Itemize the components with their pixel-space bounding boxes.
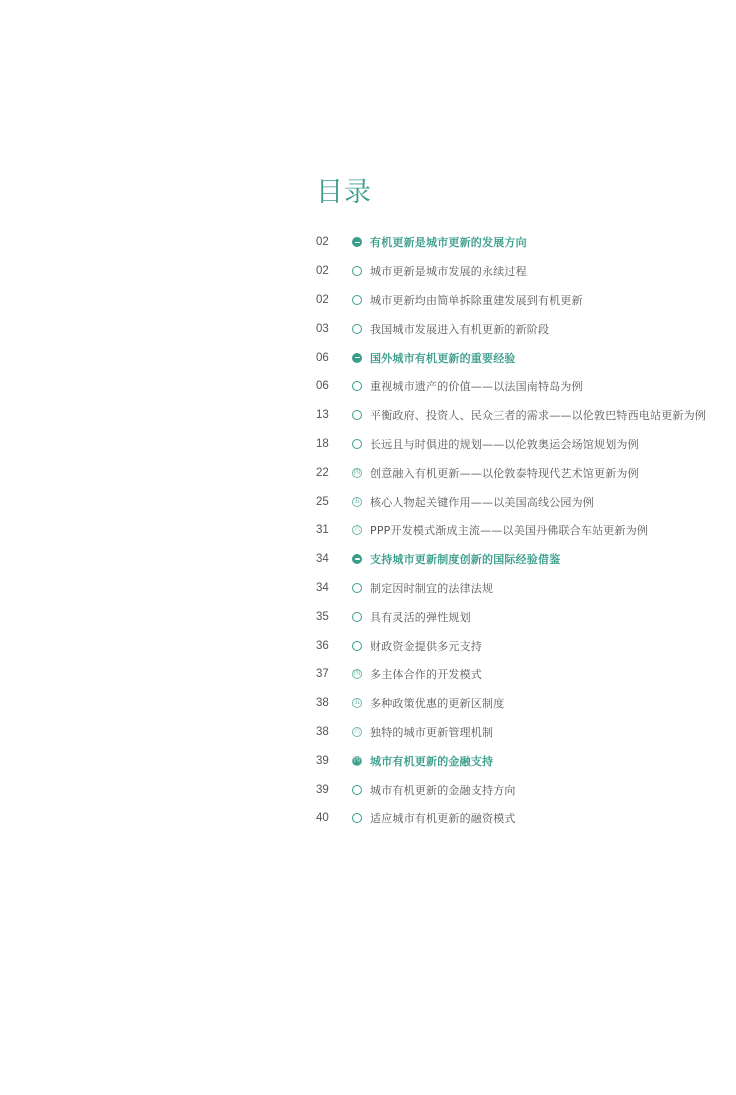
- circle-number-label: 五: [353, 699, 360, 707]
- toc-title: 目录: [316, 177, 372, 208]
- toc-page-number: 38: [316, 725, 329, 738]
- toc-entry-title: 适应城市有机更新的融资模式: [370, 812, 516, 826]
- ring-circle-icon: [352, 813, 362, 823]
- ring-circle-icon: [352, 785, 362, 795]
- numbered-circle-icon: [352, 727, 362, 737]
- toc-page-number: 39: [316, 783, 329, 796]
- toc-entry[interactable]: [316, 401, 726, 430]
- toc-page-number: 13: [316, 409, 329, 422]
- circle-number-label: 四: [353, 670, 360, 678]
- toc-entry[interactable]: [316, 372, 726, 401]
- toc-section-entry[interactable]: [316, 746, 726, 775]
- toc-section-entry[interactable]: [316, 545, 726, 574]
- toc-entry[interactable]: [316, 631, 726, 660]
- toc-entry-title: 城市更新是城市发展的永续过程: [370, 265, 527, 279]
- ring-circle-icon: [352, 641, 362, 651]
- toc-entry[interactable]: [316, 286, 726, 315]
- toc-entry[interactable]: [316, 804, 726, 833]
- toc-page-number: 31: [316, 524, 329, 537]
- toc-page-number: 39: [316, 754, 329, 767]
- ring-circle-icon: [352, 612, 362, 622]
- toc-page-number: 06: [316, 351, 329, 364]
- circle-number-label: 五: [353, 497, 360, 505]
- numbered-circle-icon: [352, 669, 362, 679]
- toc-page-number: 37: [316, 668, 329, 681]
- toc-entry-title: 财政资金提供多元支持: [370, 639, 482, 653]
- toc-page-number: 40: [316, 812, 329, 825]
- ring-circle-icon: [352, 583, 362, 593]
- numbered-circle-icon: [352, 468, 362, 478]
- toc-page-number: 22: [316, 466, 329, 479]
- toc-entry[interactable]: [316, 574, 726, 603]
- toc-entry-title: 城市有机更新的金融支持方向: [370, 783, 516, 797]
- toc-page-number: 35: [316, 610, 329, 623]
- toc-entry-title: PPP开发模式渐成主流——以美国丹佛联合车站更新为例: [370, 524, 649, 538]
- toc-entry-title: 具有灵活的弹性规划: [370, 610, 471, 624]
- ring-circle-icon: [352, 410, 362, 420]
- toc-page-number: 02: [316, 293, 329, 306]
- toc-page-number: 36: [316, 639, 329, 652]
- toc-entry[interactable]: [316, 516, 726, 545]
- toc-entry-title: 长远且与时俱进的规划——以伦敦奥运会场馆规划为例: [370, 437, 639, 451]
- toc-entry-title: 城市更新均由简单拆除重建发展到有机更新: [370, 293, 583, 307]
- circle-number-label: 六: [353, 526, 360, 534]
- toc-section-entry[interactable]: [316, 343, 726, 372]
- toc-entry-title: 国外城市有机更新的重要经验: [370, 351, 516, 365]
- toc-entry[interactable]: [316, 602, 726, 631]
- toc-entry[interactable]: [316, 487, 726, 516]
- toc-entry[interactable]: [316, 257, 726, 286]
- toc-page-number: 25: [316, 495, 329, 508]
- toc-entry-title: 多种政策优惠的更新区制度: [370, 697, 505, 711]
- toc-list: [316, 228, 726, 833]
- toc-entry-title: 制定因时制宜的法律法规: [370, 581, 494, 595]
- toc-page-number: 34: [316, 581, 329, 594]
- toc-entry-title: 核心人物起关键作用——以美国高线公园为例: [370, 495, 594, 509]
- filled-circle-icon: [352, 353, 362, 363]
- toc-entry-title: 平衡政府、投资人、民众三者的需求——以伦敦巴特西电站更新为例: [370, 409, 706, 423]
- ring-circle-icon: [352, 439, 362, 449]
- toc-entry[interactable]: [316, 689, 726, 718]
- numbered-circle-icon: [352, 525, 362, 535]
- toc-page-number: 34: [316, 553, 329, 566]
- ring-circle-icon: [352, 324, 362, 334]
- toc-entry-title: 独特的城市更新管理机制: [370, 725, 494, 739]
- toc-page-number: 18: [316, 437, 329, 450]
- toc-entry-title: 有机更新是城市更新的发展方向: [370, 236, 527, 250]
- toc-entry[interactable]: [316, 660, 726, 689]
- toc-entry[interactable]: [316, 718, 726, 747]
- toc-page-number: 02: [316, 236, 329, 249]
- toc-entry[interactable]: [316, 430, 726, 459]
- filled-circle-icon: [352, 237, 362, 247]
- ring-circle-icon: [352, 381, 362, 391]
- toc-entry[interactable]: [316, 458, 726, 487]
- numbered-circle-icon: [352, 497, 362, 507]
- circle-number-label: 四: [353, 468, 360, 476]
- toc-entry-title: 创意融入有机更新——以伦敦泰特现代艺术馆更新为例: [370, 466, 639, 480]
- ring-circle-icon: [352, 295, 362, 305]
- toc-entry-title: 多主体合作的开发模式: [370, 668, 482, 682]
- toc-page-number: 03: [316, 322, 329, 335]
- toc-section-entry[interactable]: [316, 228, 726, 257]
- circle-number-label: 四: [353, 756, 360, 764]
- toc-entry-title: 重视城市遗产的价值——以法国南特岛为例: [370, 380, 583, 394]
- ring-circle-icon: [352, 266, 362, 276]
- toc-page-number: 06: [316, 380, 329, 393]
- numbered-circle-icon: [352, 698, 362, 708]
- toc-page-number: 38: [316, 697, 329, 710]
- toc-entry-title: 城市有机更新的金融支持: [370, 754, 494, 768]
- toc-page-number: 02: [316, 265, 329, 278]
- toc-entry[interactable]: [316, 775, 726, 804]
- filled-numbered-circle-icon: [352, 756, 362, 766]
- toc-entry-title: 我国城市发展进入有机更新的新阶段: [370, 322, 550, 336]
- filled-circle-icon: [352, 554, 362, 564]
- toc-entry-title: 支持城市更新制度创新的国际经验借鉴: [370, 553, 561, 567]
- toc-entry[interactable]: [316, 314, 726, 343]
- circle-number-label: 六: [353, 727, 360, 735]
